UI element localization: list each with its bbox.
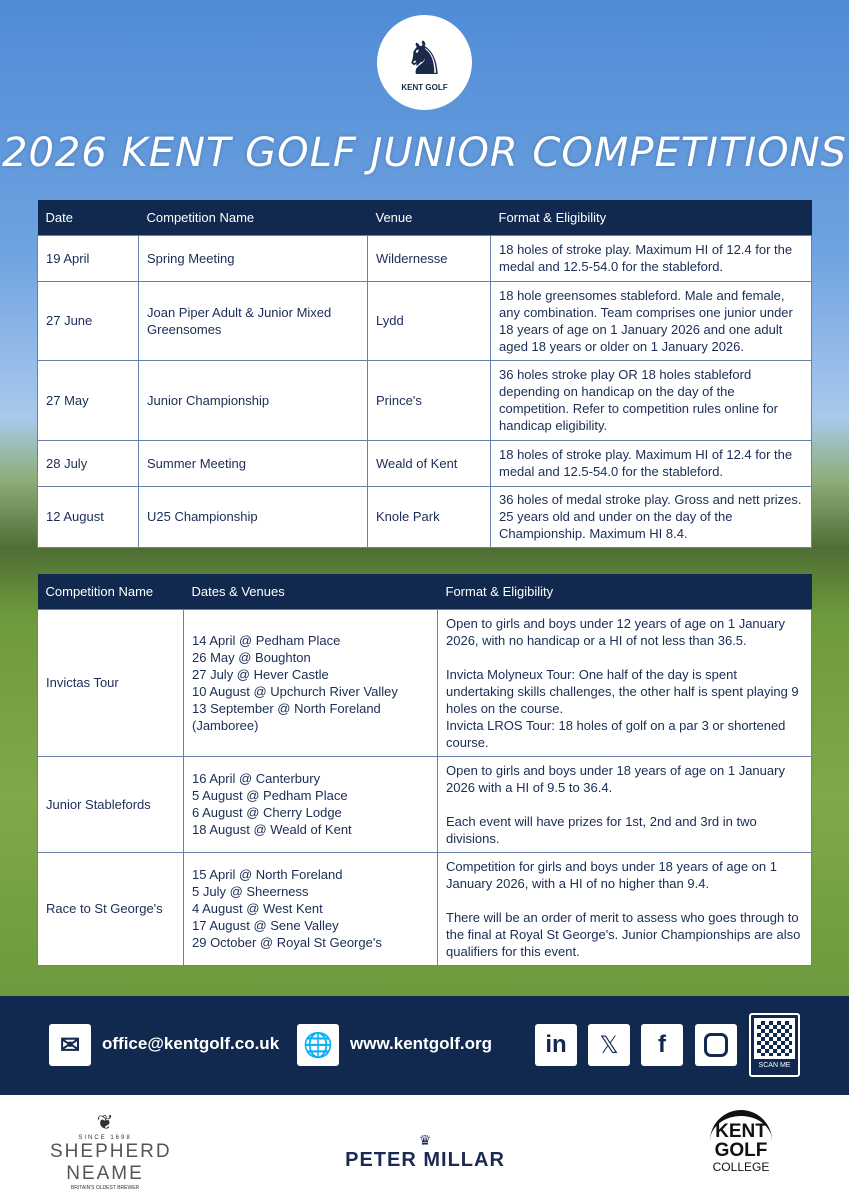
page-title: 2026 KENT GOLF JUNIOR COMPETITIONS (2, 130, 847, 176)
format-paragraph: Competition for girls and boys under 18 years of age on 1 January 2026, with a HI of no higher than 9.4. (446, 858, 777, 891)
email-icon: ✉ (49, 1024, 91, 1066)
cell-format: 36 holes stroke play OR 18 holes stableford depending on handicap on the day of the competition. Refer to competition rules online for handicap eligibility. (491, 360, 812, 440)
format-paragraph: Open to girls and boys under 18 years of age on 1 January 2026 with a HI of 9.5 to 36.4. (446, 762, 785, 795)
date-venue: 14 April @ Pedham Place (192, 632, 341, 648)
globe-icon: 🌐 (297, 1024, 339, 1066)
date-venue: 27 July @ Hever Castle (192, 666, 329, 682)
header-name: Competition Name (38, 574, 184, 609)
cell-venue: Lydd (368, 281, 491, 360)
cell-dates (184, 609, 438, 756)
cell-name: Summer Meeting (139, 440, 368, 486)
date-venue: 5 July @ Sheerness (192, 884, 309, 899)
scan-me-label: SCAN ME (758, 1062, 791, 1069)
crown-icon: ♛ (418, 1132, 432, 1148)
email-link[interactable]: office@kentgolf.co.uk (102, 1034, 280, 1053)
date-venue: 15 April @ North Foreland (192, 867, 343, 882)
cell-date: 12 August (38, 486, 139, 547)
cell-name: Spring Meeting (139, 235, 368, 281)
cell-name: Junior Stablefords (38, 756, 184, 852)
cell-date: 27 May (38, 360, 139, 440)
tagline: BRITAIN'S OLDEST BREWER (70, 1185, 140, 1191)
cell-name: U25 Championship (139, 486, 368, 547)
cell-venue: Weald of Kent (368, 440, 491, 486)
cell-format: 18 hole greensomes stableford. Male and female, any combination. Team comprises one junior under 18 years of age on 1 January 2026 and one adult aged 18 years or older on 1 January 2026. (491, 281, 812, 360)
kent-golf-logo (377, 15, 472, 110)
x-icon[interactable]: 𝕏 (588, 1024, 630, 1066)
kgc-golf: GOLF (714, 1140, 768, 1161)
cell-format: 18 holes of stroke play. Maximum HI of 12.4 for the medal and 12.5-54.0 for the stableford. (491, 440, 812, 486)
cell-format (438, 852, 812, 965)
linkedin-icon[interactable]: in (535, 1024, 577, 1066)
header-format: Format & Eligibility (438, 574, 812, 609)
format-paragraph: Open to girls and boys under 12 years of age on 1 January 2026, with no handicap or a HI of not less than 36.5. (446, 615, 785, 648)
cell-date: 27 June (38, 281, 139, 360)
table-row (38, 609, 812, 756)
instagram-icon[interactable] (695, 1024, 737, 1066)
kgc-college: COLLEGE (712, 1160, 770, 1174)
cell-format (438, 756, 812, 852)
date-venue: 4 August @ West Kent (192, 901, 323, 916)
header-format: Format & Eligibility (491, 200, 812, 235)
cell-date: 28 July (38, 440, 139, 486)
hop-icon: ❦ (96, 1112, 114, 1134)
kgc-kent: KENT (715, 1121, 767, 1142)
header-venue: Venue (368, 200, 491, 235)
table-row (38, 440, 812, 486)
table-row (38, 756, 812, 852)
cell-format: 36 holes of medal stroke play. Gross and nett prizes. 25 years old and under on the day of the Championship. Maximum HI 8.4. (491, 486, 812, 547)
date-venue: 17 August @ Sene Valley (192, 918, 339, 933)
horse-icon: ♞ (403, 32, 446, 84)
format-paragraph: Each event will have prizes for 1st, 2nd and 3rd in two divisions. (446, 813, 757, 846)
date-venue: 29 October @ Royal St George's (192, 935, 382, 950)
cell-venue: Prince's (368, 360, 491, 440)
cell-name: Junior Championship (139, 360, 368, 440)
cell-date: 19 April (38, 235, 139, 281)
date-venue: 13 September @ North Foreland (Jamboree) (192, 700, 381, 733)
date-venue: 10 August @ Upchurch River Valley (192, 683, 398, 699)
table-row (38, 360, 812, 440)
facebook-icon[interactable]: f (641, 1024, 683, 1066)
date-venue: 18 August @ Weald of Kent (192, 822, 352, 837)
series-table (37, 574, 812, 966)
since-text: SINCE 1698 (78, 1135, 132, 1141)
table-row (38, 235, 812, 281)
shepherd-neame-text: SHEPHERD NEAME (50, 1141, 172, 1184)
format-paragraph: Invicta Molyneux Tour: One half of the day is spent undertaking skills challenges, the other half is spent playing 9 holes on the course. Invicta LROS Tour: 18 holes of golf on a par 3 or shortened course. (446, 666, 799, 750)
cell-venue: Wildernesse (368, 235, 491, 281)
website-link[interactable]: www.kentgolf.org (350, 1034, 492, 1053)
date-venue: 16 April @ Canterbury (192, 771, 321, 786)
format-paragraph: There will be an order of merit to assess who goes through to the final at Royal St George's. Junior Championships are also qualifiers for this event. (446, 909, 801, 959)
date-venue: 26 May @ Boughton (192, 649, 311, 665)
cell-format (438, 609, 812, 756)
qr-code-icon (754, 1018, 795, 1059)
date-venue: 6 August @ Cherry Lodge (192, 805, 342, 820)
cell-name: Race to St George's (38, 852, 184, 965)
cell-venue: Knole Park (368, 486, 491, 547)
cell-format: 18 holes of stroke play. Maximum HI of 12.4 for the medal and 12.5-54.0 for the stableford. (491, 235, 812, 281)
header-name: Competition Name (139, 200, 368, 235)
shepherd-neame-logo (50, 1110, 172, 1191)
competitions-table (37, 200, 812, 548)
peter-millar-logo (322, 1132, 528, 1172)
cell-name: Joan Piper Adult & Junior Mixed Greensomes (139, 281, 368, 360)
table-row (38, 852, 812, 965)
date-venue: 5 August @ Pedham Place (192, 788, 348, 803)
cell-name: Invictas Tour (38, 609, 184, 756)
cell-dates (184, 852, 438, 965)
cell-dates (184, 756, 438, 852)
table-row (38, 486, 812, 547)
table-row (38, 281, 812, 360)
qr-code[interactable] (749, 1013, 800, 1077)
logo-text: KENT GOLF (401, 83, 448, 92)
header-dates: Dates & Venues (184, 574, 438, 609)
kent-golf-college-logo (710, 1110, 772, 1186)
peter-millar-text: PETER MILLAR (345, 1149, 505, 1171)
header-date: Date (38, 200, 139, 235)
